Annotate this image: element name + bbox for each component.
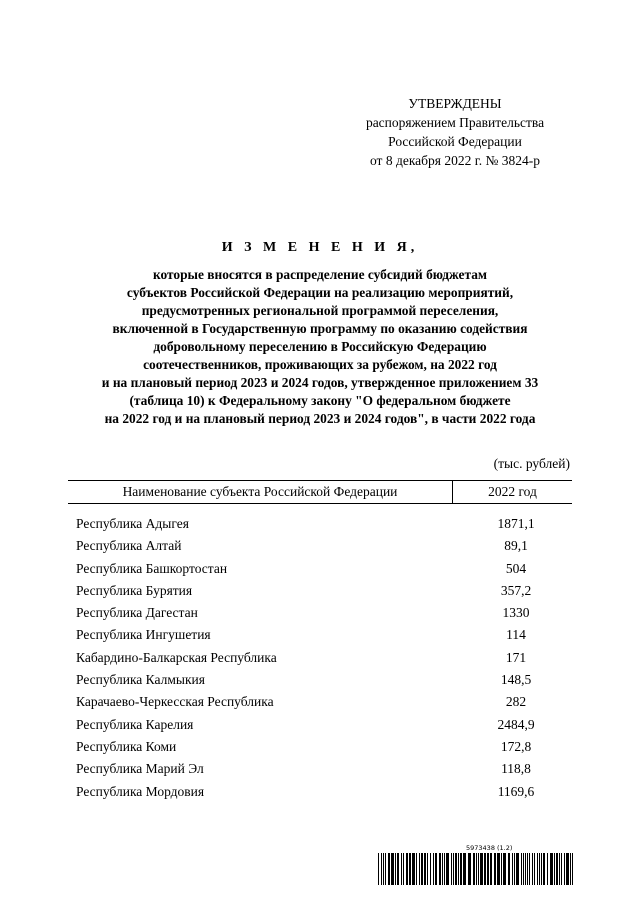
region-value: 148,5 [500, 672, 532, 688]
barcode-bar [442, 853, 443, 885]
table-row [76, 647, 576, 669]
barcode-bar [564, 853, 565, 885]
region-name: Республика Адыгея [76, 516, 189, 531]
barcode-bar [391, 853, 394, 885]
barcode-bar [378, 853, 379, 885]
barcode-bar [532, 853, 533, 885]
region-name: Республика Карелия [76, 716, 194, 732]
barcode-bar [561, 853, 562, 885]
barcode-bar [508, 853, 510, 885]
barcode-bar [424, 853, 426, 885]
barcode-bar [463, 853, 466, 885]
region-name: Республика Марий Эл [76, 761, 204, 777]
barcode-bar [566, 853, 569, 885]
barcode-bar [430, 853, 431, 885]
barcode-bar [433, 853, 434, 885]
barcode-bar [512, 853, 513, 885]
table-header [68, 480, 572, 504]
subtitle-line: которые вносятся в распределение субсидий бюджетам [152, 267, 488, 282]
barcode-bar [543, 853, 545, 885]
region-name: Республика Бурятия [76, 582, 193, 598]
region-value: 1169,6 [497, 783, 535, 799]
region-name: Республика Калмыкия [76, 672, 205, 688]
approval-line: от 8 декабря 2022 г. № 3824-р [369, 153, 541, 168]
barcode-bar [446, 853, 449, 885]
barcode-bar [494, 853, 496, 885]
region-name: Кабардино-Балкарская Республика [76, 649, 277, 665]
table-row [76, 691, 576, 713]
subtitle-line: включенной в Государственную программу по оказанию содействия [112, 321, 528, 336]
subtitle-line: на 2022 год и на плановый период 2023 и 2024 годов", в части 2022 года [104, 411, 536, 426]
table-row [76, 624, 576, 646]
table-row [76, 513, 576, 535]
region-value: 172,8 [500, 738, 532, 754]
table-row [76, 781, 576, 803]
barcode-bar [484, 853, 486, 885]
barcode-bar [525, 853, 526, 885]
barcode-bar [529, 853, 530, 885]
table-row [76, 758, 576, 780]
region-name: Республика Дагестан [76, 605, 198, 621]
subtitle-line: предусмотренных региональной программой переселения, [141, 303, 499, 318]
region-value: 357,2 [500, 582, 532, 598]
barcode-bar [476, 853, 477, 885]
table-row [76, 580, 576, 602]
table-row [76, 714, 576, 736]
table-row [76, 602, 576, 624]
region-name: Республика Ингушетия [76, 627, 211, 643]
barcode-image [378, 853, 573, 885]
barcode-bar [453, 853, 454, 885]
barcode-bar [439, 853, 441, 885]
barcode-bar [397, 853, 399, 885]
approval-line: Российской Федерации [388, 134, 522, 149]
approval-block [330, 94, 580, 170]
barcode-bar [444, 853, 445, 885]
barcode-bar [458, 853, 459, 885]
barcode-bar [412, 853, 415, 885]
barcode-bar [419, 853, 420, 885]
header-year: 2022 год [488, 484, 537, 499]
region-name: Республика Алтай [76, 538, 182, 554]
region-value: 1871,1 [497, 516, 535, 531]
region-value: 1330 [502, 605, 530, 621]
barcode-bar [478, 853, 479, 885]
barcode-bar [547, 853, 548, 885]
document-subtitle [40, 266, 600, 428]
barcode-bar [421, 853, 423, 885]
barcode-bar [455, 853, 457, 885]
document-title: И З М Е Н Е Н И Я, [221, 240, 419, 255]
barcode-bar [451, 853, 452, 885]
barcode-bar [460, 853, 462, 885]
region-value: 89,1 [504, 538, 528, 554]
barcode-bar [503, 853, 506, 885]
table-row [76, 669, 576, 691]
barcode-bar [537, 853, 538, 885]
barcode-bar [395, 853, 396, 885]
barcode-bar [406, 853, 408, 885]
barcode-bar [497, 853, 500, 885]
subtitle-line: субъектов Российской Федерации на реализацию мероприятий, [126, 285, 514, 300]
region-name: Республика Мордовия [76, 783, 205, 799]
barcode-bar [401, 853, 402, 885]
barcode-bar [473, 853, 475, 885]
approval-line: распоряжением Правительства [365, 115, 545, 130]
barcode-bar [501, 853, 502, 885]
barcode-bar [381, 853, 382, 885]
barcode-bar [409, 853, 411, 885]
region-value: 504 [505, 560, 527, 576]
barcode-bar [534, 853, 535, 885]
barcode-bar [468, 853, 471, 885]
barcode-bar [487, 853, 489, 885]
barcode-bar [521, 853, 522, 885]
barcode-bar [516, 853, 519, 885]
barcode-bar [427, 853, 428, 885]
barcode-label: 5973438 (1.2) [466, 844, 513, 852]
barcode-bar [523, 853, 524, 885]
barcode-bar [435, 853, 437, 885]
region-name: Республика Коми [76, 738, 177, 754]
subtitle-line: и на плановый период 2023 и 2024 годов, утвержденное приложением 33 [101, 375, 539, 390]
barcode-bar [570, 853, 571, 885]
table-row [76, 535, 576, 557]
barcode-bar [490, 853, 492, 885]
region-value: 171 [505, 649, 527, 665]
barcode-bar [539, 853, 540, 885]
subtitle-line: (таблица 10) к Федеральному закону "О федеральном бюджете [129, 393, 511, 408]
barcode-bar [403, 853, 404, 885]
barcode-bar [541, 853, 542, 885]
region-value: 2484,9 [497, 716, 535, 732]
table-row [76, 558, 576, 580]
units-label: (тыс. рублей) [493, 456, 570, 471]
table-row [76, 736, 576, 758]
region-value: 282 [505, 694, 527, 710]
barcode-bar [556, 853, 558, 885]
barcode-bar [385, 853, 386, 885]
barcode-bar [550, 853, 553, 885]
barcode-bar [554, 853, 555, 885]
header-region-name: Наименование субъекта Российской Федерации [122, 484, 398, 499]
barcode-bar [383, 853, 384, 885]
region-name: Республика Башкортостан [76, 560, 228, 576]
barcode-bar [480, 853, 483, 885]
subtitle-line: добровольному переселению в Российскую Федерацию [153, 339, 487, 354]
approval-line: УТВЕРЖДЕНЫ [408, 96, 502, 111]
barcode-bar [514, 853, 515, 885]
subtitle-line: соотечественников, проживающих за рубежом, на 2022 год [143, 357, 497, 372]
barcode-bar [527, 853, 528, 885]
region-value: 114 [506, 627, 526, 643]
barcode-bar [559, 853, 560, 885]
barcode-bar [416, 853, 417, 885]
barcode-bar [572, 853, 573, 885]
barcode-bar [388, 853, 390, 885]
region-name: Карачаево-Черкесская Республика [76, 694, 274, 710]
table-body [76, 513, 576, 803]
region-value: 118,8 [501, 761, 531, 777]
